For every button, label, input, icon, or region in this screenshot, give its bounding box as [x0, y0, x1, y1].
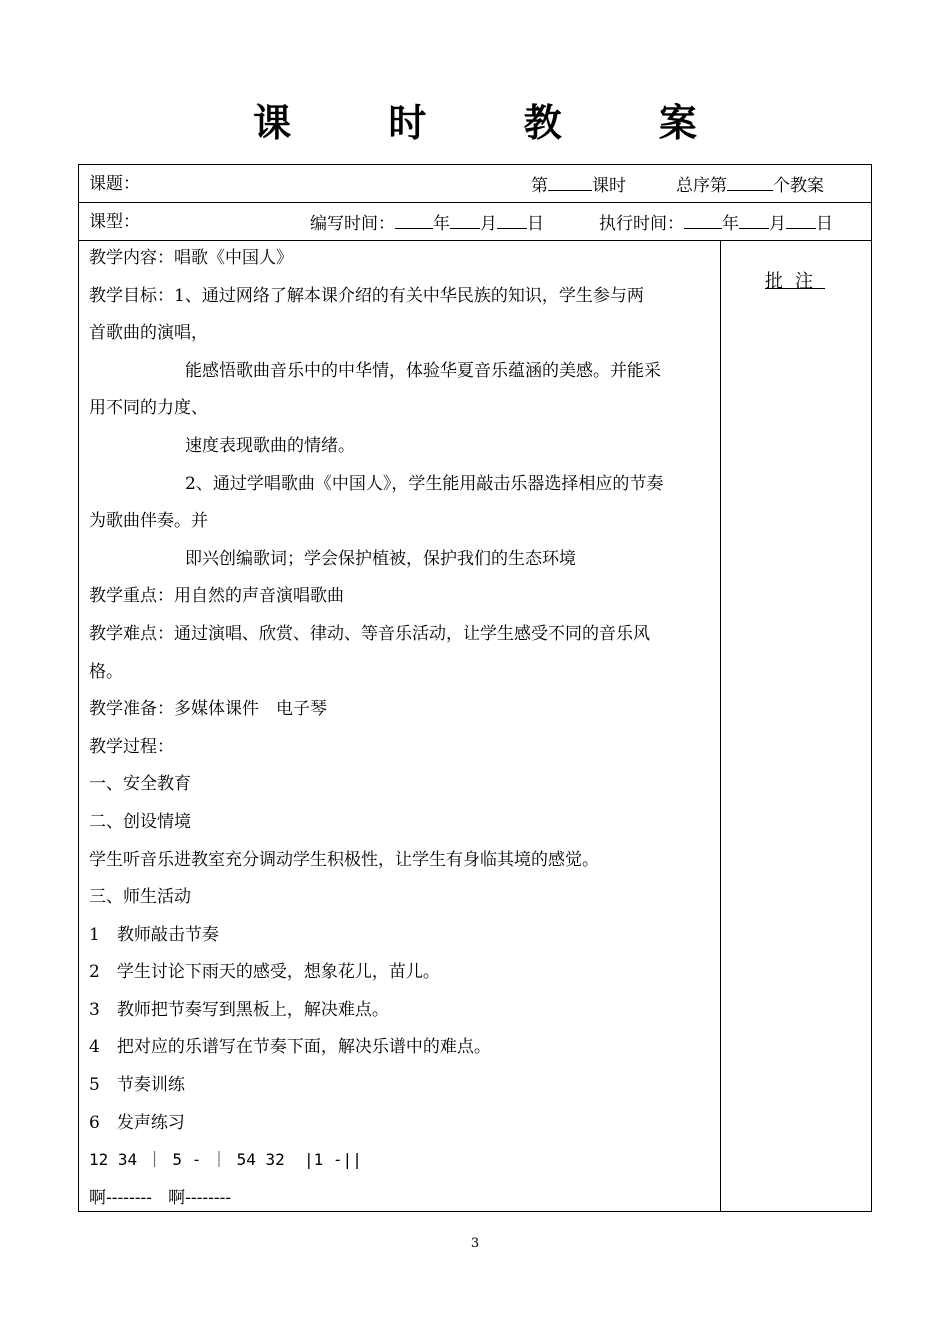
- write-time-field: 编写时间： 年 月 日: [310, 214, 544, 234]
- column-divider: [720, 241, 721, 1211]
- content-line: 1 教师敲击节奏: [89, 924, 219, 945]
- content-line: 5 节奏训练: [89, 1075, 185, 1096]
- content-line: 教学重点：用自然的声音演唱歌曲: [89, 586, 344, 607]
- header-row-type: [79, 203, 871, 241]
- exec-time-field: 执行时间： 年 月 日: [599, 214, 833, 234]
- type-label: 课型：: [89, 212, 140, 232]
- page-number: 3: [470, 1236, 480, 1251]
- lesson-content: [89, 247, 717, 1224]
- content-line: 能感悟歌曲音乐中的中华情，体验华夏音乐蕴涵的美感。并能采: [185, 360, 661, 381]
- topic-label: 课题：: [89, 174, 140, 194]
- content-line: 首歌曲的演唱，: [89, 323, 208, 344]
- content-line: 教学过程：: [89, 736, 174, 757]
- total-sequence-field: 总序第 个教案: [676, 176, 824, 196]
- content-line: 用不同的力度、: [89, 398, 208, 419]
- header-row-topic: [79, 165, 871, 203]
- content-line: 3 教师把节奏写到黑板上，解决难点。: [89, 999, 389, 1020]
- vocal-line: 啊-------- 啊--------: [89, 1187, 232, 1208]
- content-line: 2、通过学唱歌曲《中国人》，学生能用敲击乐器选择相应的节奏: [185, 473, 664, 494]
- content-line: 速度表现歌曲的情绪。: [185, 435, 355, 456]
- content-line: 为歌曲伴奏。并: [89, 511, 208, 532]
- content-line: 教学准备：多媒体课件 电子琴: [89, 699, 327, 720]
- notation-line: 12 34 ｜ 5 - ｜ 54 32 |1 -||: [89, 1150, 362, 1170]
- content-line: 学生听音乐进教室充分调动学生积极性，让学生有身临其境的感觉。: [89, 849, 599, 870]
- content-line: 格。: [89, 661, 123, 682]
- content-line: 教学目标：1、通过网络了解本课介绍的有关中华民族的知识，学生参与两: [89, 285, 644, 306]
- content-line: 4 把对应的乐谱写在节奏下面，解决乐谱中的难点。: [89, 1037, 491, 1058]
- content-line: 教学难点：通过演唱、欣赏、律动、等音乐活动，让学生感受不同的音乐风: [89, 623, 650, 644]
- content-line: 二、创设情境: [89, 811, 191, 832]
- content-line: 一、安全教育: [89, 774, 191, 795]
- lesson-plan-table: [78, 164, 872, 1212]
- content-line: 教学内容：唱歌《中国人》: [89, 248, 293, 268]
- lesson-number-blank: [548, 174, 592, 191]
- content-line: 三、师生活动: [89, 887, 191, 908]
- content-line: 2 学生讨论下雨天的感受，想象花儿，苗儿。: [89, 962, 440, 983]
- total-sequence-blank: [727, 174, 773, 191]
- content-line: 即兴创编歌词；学会保护植被，保护我们的生态环境: [185, 548, 576, 569]
- page-title: 课 时 教 案: [253, 101, 739, 145]
- content-line: 6 发声练习: [89, 1112, 185, 1133]
- lesson-number-field: 第 课时: [531, 176, 626, 196]
- annotation-header: 批注: [765, 271, 825, 292]
